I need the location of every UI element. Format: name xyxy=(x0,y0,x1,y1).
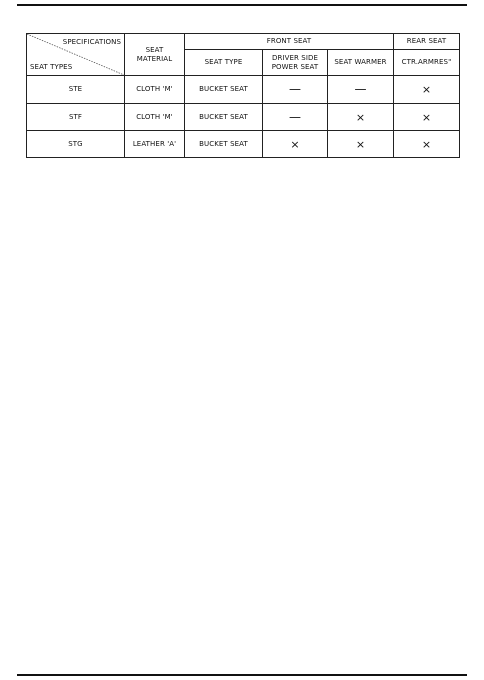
power-seat-mark: — xyxy=(263,76,328,104)
seat-type-code: STE xyxy=(27,76,125,104)
corner-top-label: SPECIFICATIONS xyxy=(62,38,121,46)
top-rule xyxy=(17,4,467,6)
armrest-mark: × xyxy=(394,131,460,158)
power-seat-mark: — xyxy=(263,104,328,131)
seat-warmer-header: SEAT WARMER xyxy=(328,50,394,76)
seat-type-code: STF xyxy=(27,104,125,131)
seat-type-header: SEAT TYPE xyxy=(185,50,263,76)
table-row xyxy=(27,131,460,158)
seat-warmer-mark: × xyxy=(328,104,394,131)
seat-warmer-mark: × xyxy=(328,131,394,158)
front-seat-group-header: FRONT SEAT xyxy=(185,34,394,50)
driver-power-seat-header: DRIVER SIDE POWER SEAT xyxy=(263,50,328,76)
rear-seat-group-header: REAR SEAT xyxy=(394,34,460,50)
table-row xyxy=(27,76,460,104)
seat-warmer-mark: — xyxy=(328,76,394,104)
seat-material-value: CLOTH 'M' xyxy=(125,76,185,104)
seat-material-value: LEATHER 'A' xyxy=(125,131,185,158)
seat-material-header: SEAT MATERIAL xyxy=(125,34,185,76)
bottom-rule xyxy=(17,674,467,676)
armrest-mark: × xyxy=(394,104,460,131)
seat-type-value: BUCKET SEAT xyxy=(185,76,263,104)
seat-spec-table xyxy=(26,33,460,158)
power-seat-mark: × xyxy=(263,131,328,158)
seat-type-value: BUCKET SEAT xyxy=(185,104,263,131)
table-row xyxy=(27,104,460,131)
corner-header-cell xyxy=(27,34,125,76)
armrest-mark: × xyxy=(394,76,460,104)
corner-bottom-label: SEAT TYPES xyxy=(30,63,73,71)
seat-type-code: STG xyxy=(27,131,125,158)
seat-type-value: BUCKET SEAT xyxy=(185,131,263,158)
center-armrest-header: CTR.ARMRES" xyxy=(394,50,460,76)
seat-material-value: CLOTH 'M' xyxy=(125,104,185,131)
